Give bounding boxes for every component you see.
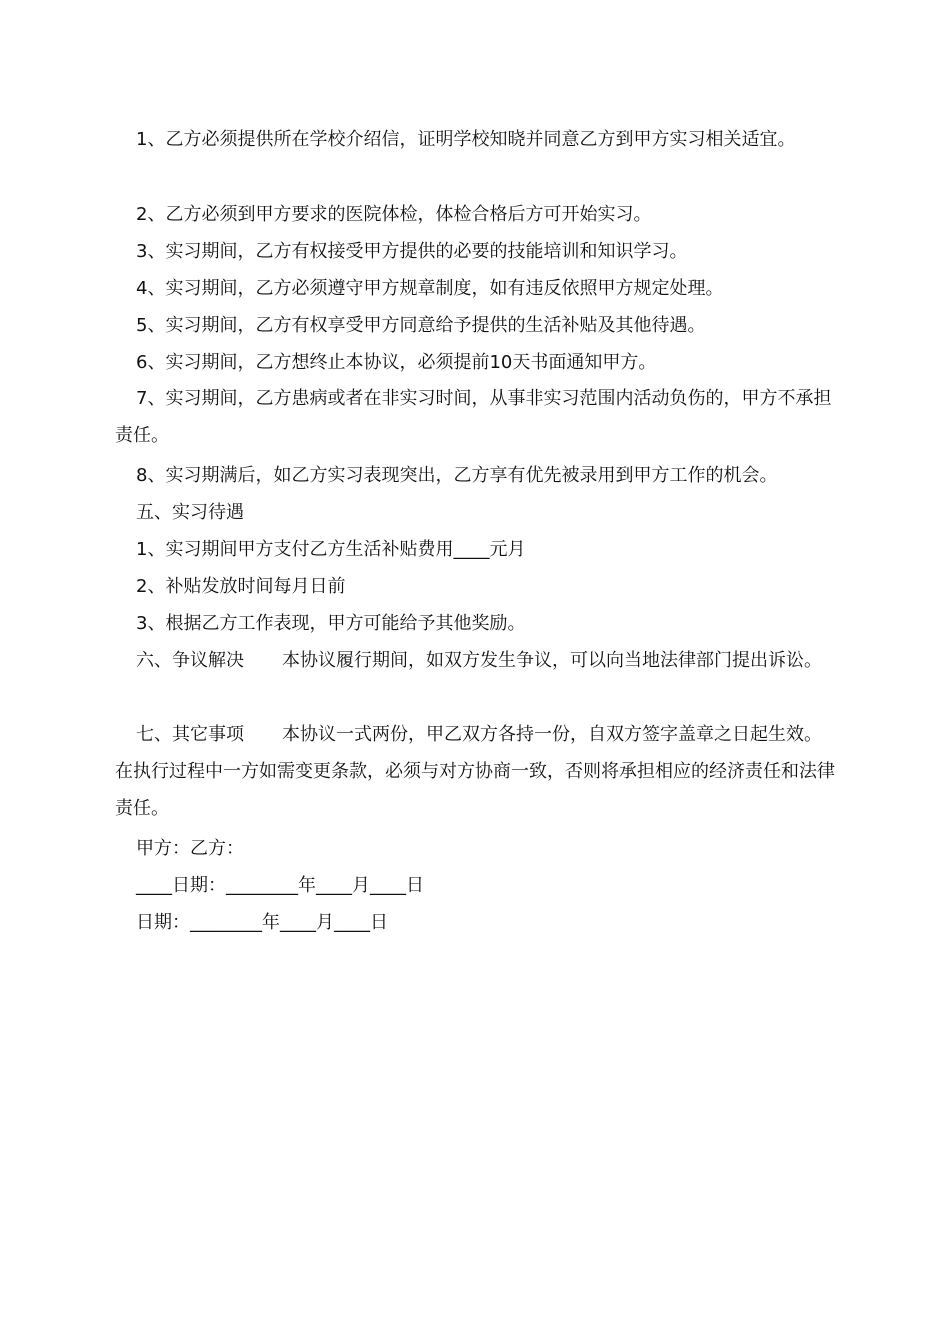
clause-8: 8、实习期满后，如乙方实习表现突出，乙方享有优先被录用到甲方工作的机会。 [136,465,778,486]
signature-date-2: 日期：________年____月____日 [136,912,388,933]
section-6-text: 本协议履行期间，如双方发生争议，可以向当地法律部门提出诉讼。 [282,650,822,671]
clause-3: 3、实习期间，乙方有权接受甲方提供的必要的技能培训和知识学习。 [136,241,688,262]
section-7-heading: 七、其它事项 [136,724,244,745]
signature-date-1: ____日期：________年____月____日 [136,875,424,896]
clause-2: 2、乙方必须到甲方要求的医院体检，体检合格后方可开始实习。 [136,204,652,225]
section-6-heading: 六、争议解决 [136,650,244,671]
signature-parties: 甲方：乙方： [136,838,244,859]
clause-7: 7、实习期间，乙方患病或者在非实习时间，从事非实习范围内活动负伤的，甲方不承担责任。 [115,388,832,446]
section-5-item-3: 3、根据乙方工作表现，甲方可能给予其他奖励。 [136,613,526,634]
clause-6: 6、实习期间，乙方想终止本协议，必须提前10天书面通知甲方。 [136,352,657,373]
clause-4: 4、实习期间，乙方必须遵守甲方规章制度，如有违反依照甲方规定处理。 [136,278,724,299]
section-5-item-1: 1、实习期间甲方支付乙方生活补贴费用____元月 [136,539,526,560]
clause-5: 5、实习期间，乙方有权享受甲方同意给予提供的生活补贴及其他待遇。 [136,315,706,336]
clause-1: 1、乙方必须提供所在学校介绍信，证明学校知晓并同意乙方到甲方实习相关适宜。 [136,129,796,150]
section-5-heading: 五、实习待遇 [136,502,244,523]
section-7 [115,716,835,827]
section-5-item-2: 2、补贴发放时间每月日前 [136,576,346,597]
section-6 [115,642,835,679]
section-7-text: 本协议一式两份，甲乙双方各持一份，自双方签字盖章之日起生效。在执行过程中一方如需变更条款，必须与对方协商一致，否则将承担相应的经济责任和法律责任。 [115,724,835,819]
